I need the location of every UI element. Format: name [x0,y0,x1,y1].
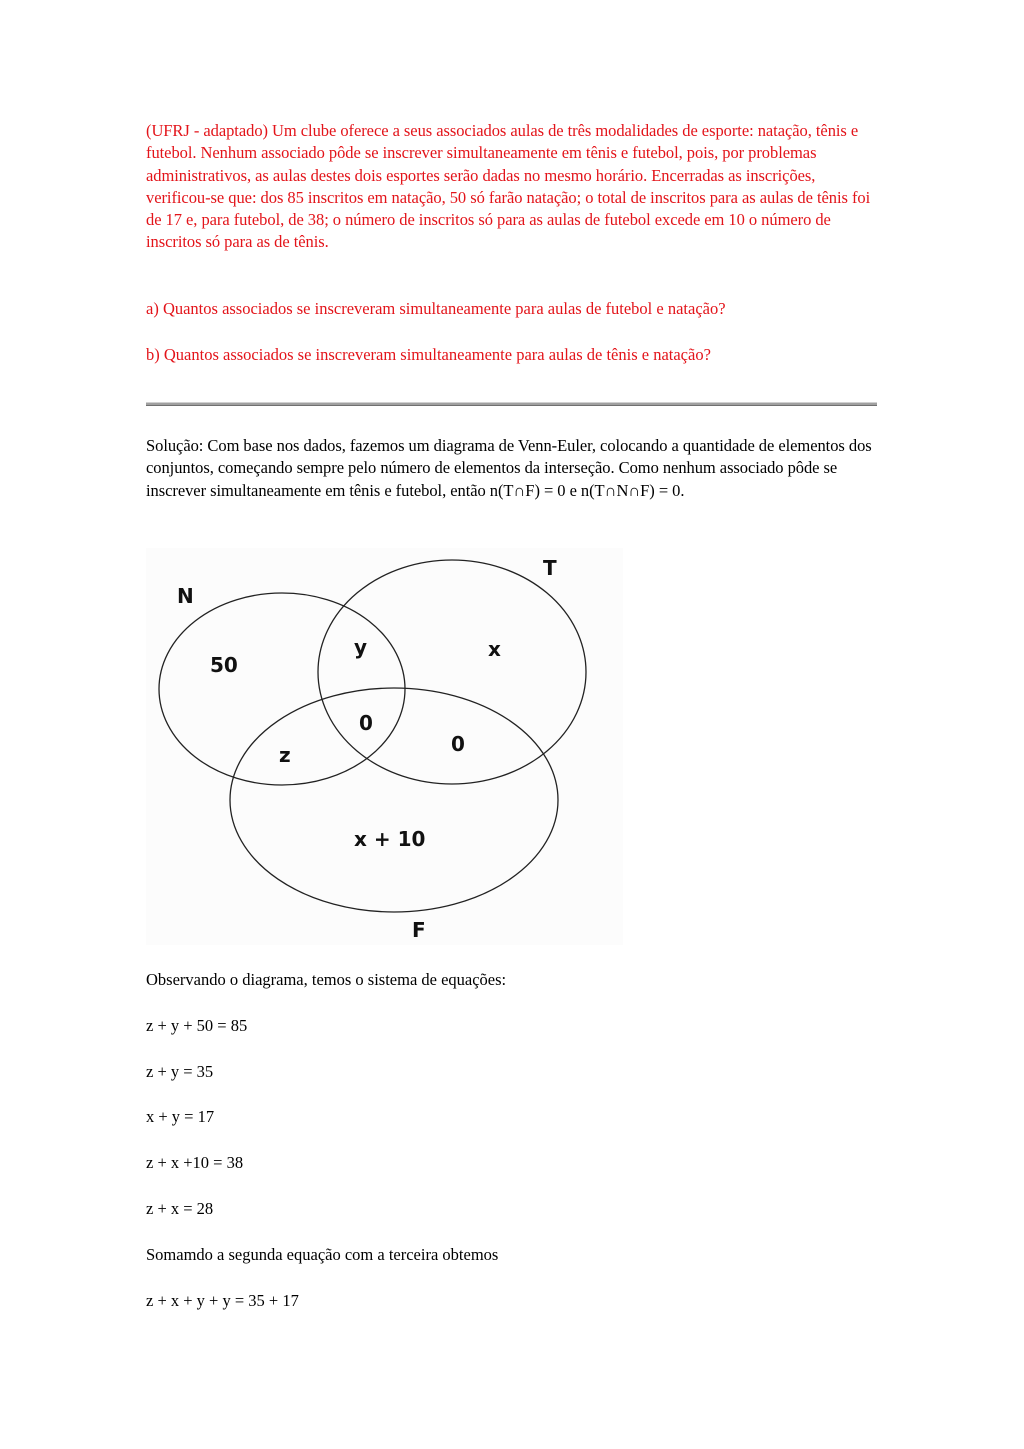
work-intro: Observando o diagrama, temos o sistema de equações: [146,970,507,989]
set-label-t: T [543,556,557,580]
solution-text: Solução: Com base nos dados, fazemos um diagrama de Venn-Euler, colocando a quantidade de elementos dos conjuntos, começando sempre pelo número de elementos da interseção. Como nenhum associado pôde se inscrever simultaneamente em tênis e futebol, então n(T∩F) = 0 e n(T∩N∩F) = 0. [146,436,872,500]
equation-3: x + y = 17 [146,1107,215,1126]
question-a: a) Quantos associados se inscreveram simultaneamente para aulas de futebol e natação? [146,299,726,318]
equation-1: z + y + 50 = 85 [146,1016,248,1035]
horizontal-divider [146,402,877,406]
region-only-t: x [488,637,501,661]
set-label-f: F [412,918,426,942]
question-b: b) Quantos associados se inscreveram simultaneamente para aulas de tênis e natação? [146,345,711,364]
problem-text: (UFRJ - adaptado) Um clube oferece a seus associados aulas de três modalidades de esporte: natação, tênis e futebol. Nenhum associado pôde se inscrever simultaneamente em tênis e futebol, pois, por problemas administrativos, as aulas destes dois esportes serão dadas no mesmo horário. Encerradas as inscrições, verificou-se que: dos 85 inscritos em natação, 50 só farão natação; o total de inscritos para as aulas de tênis foi de 17 e, para futebol, de 38; o número de inscritos só para as aulas de futebol excede em 10 o número de inscritos só para as de tênis. [146,121,871,252]
region-only-f: x + 10 [354,827,426,851]
work-step: Somamdo a segunda equação com a terceira obtemos [146,1245,499,1264]
circle-f [230,688,558,912]
equation-5: z + x = 28 [146,1199,214,1218]
equation-2: z + y = 35 [146,1062,214,1081]
region-center: 0 [359,711,373,735]
equation-4: z + x +10 = 38 [146,1153,244,1172]
problem-statement [146,120,881,254]
region-n-and-t: y [354,635,368,659]
set-label-n: N [177,584,194,608]
region-n-and-f: z [279,743,291,767]
solution-section [146,435,881,502]
venn-diagram [146,548,623,945]
equation-6: z + x + y + y = 35 + 17 [146,1291,299,1310]
region-only-n: 50 [210,653,238,677]
region-t-and-f: 0 [451,732,465,756]
